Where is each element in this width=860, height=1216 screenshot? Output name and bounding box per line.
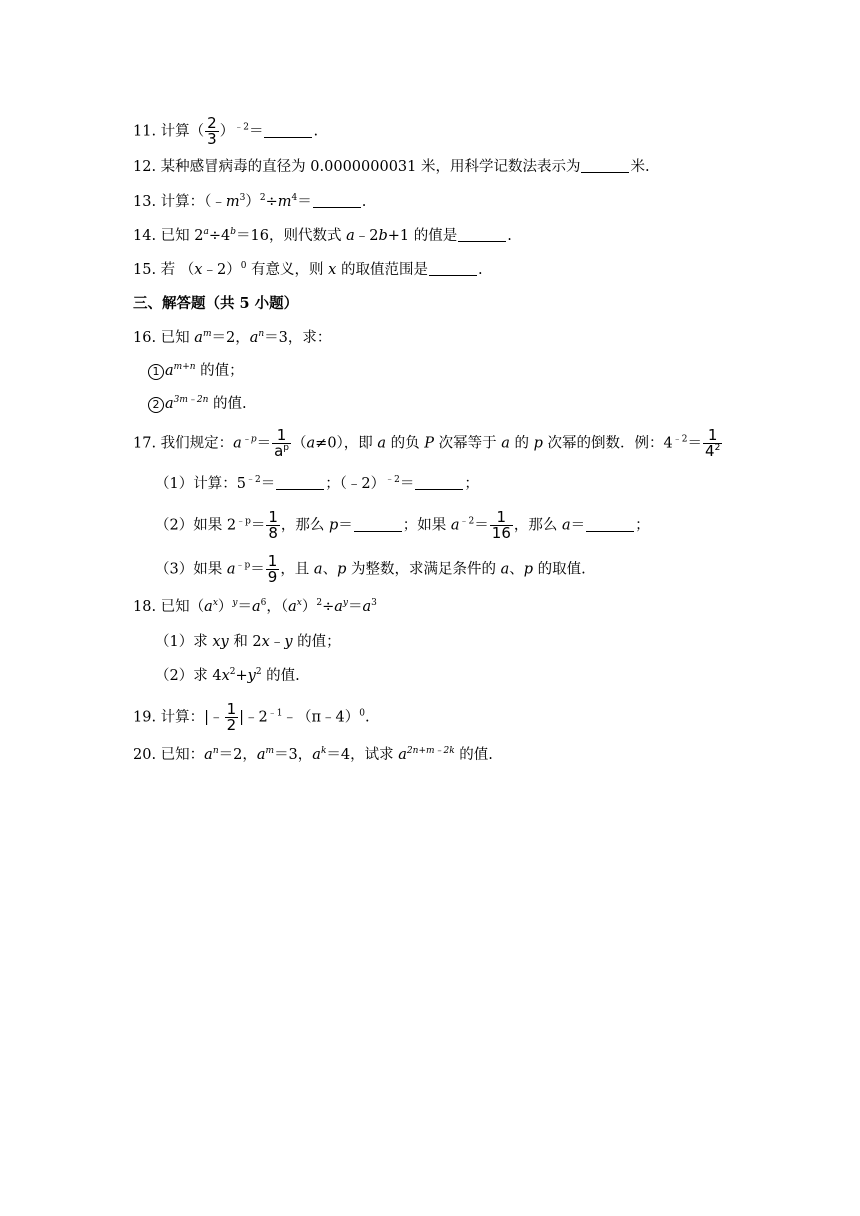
section-heading: 三、解答题（共 5 小题） bbox=[133, 295, 299, 312]
circled-number-2: 2 bbox=[148, 397, 164, 413]
question-number: 14. bbox=[133, 228, 157, 244]
answer-blank[interactable] bbox=[458, 227, 506, 242]
question-18: 18. 已知$(a^x)^y=a^6$，$(a^x)^2\div a^y=a^3$ bbox=[133, 598, 377, 615]
answer-blank[interactable] bbox=[581, 158, 629, 173]
question-12: 12. 某种感冒病毒的直径为 0.0000000031 米，用科学记数法表示为 米. bbox=[133, 159, 650, 175]
question-14: 14. 已知 $2^a\div 4^b=16$，则代数式 a﹣2b+1 的值是 . bbox=[133, 227, 512, 244]
question-18-part-2: （2）求 $4x^2+y^2$ 的值. bbox=[155, 667, 300, 684]
fraction: $\frac{1}{a^p}$ bbox=[274, 426, 290, 460]
fraction: $\frac{1}{8}$ bbox=[268, 508, 278, 542]
question-17-part-2: （2）如果 $2^{﹣p}=$ $\frac{1}{8}$ ，那么 p＝ ；如果 $a^{﹣2}=$ $\frac{1}{16}$ ，那么 a＝ ； bbox=[155, 508, 650, 542]
question-number: 19. bbox=[133, 709, 157, 726]
answer-blank[interactable] bbox=[264, 123, 312, 138]
question-16-part-1: 1 $a^{m+n}$ 的值； bbox=[148, 361, 244, 381]
fraction: $\frac{1}{4^2}$ bbox=[705, 426, 721, 460]
fraction: $\frac{2}{3}$ bbox=[207, 114, 217, 148]
question-number: 12. bbox=[133, 159, 157, 175]
question-number: 17. bbox=[133, 435, 157, 452]
question-15: 15. 若 （x﹣2）$^0$ 有意义，则 x 的取值范围是 . bbox=[133, 261, 483, 278]
fraction: $\frac{1}{16}$ bbox=[491, 508, 511, 542]
question-17-part-3: （3）如果 $a^{﹣p}=$ $\frac{1}{9}$ ，且 a、p 为整数，求满足条件的 a、p 的取值. bbox=[155, 552, 586, 586]
answer-blank[interactable] bbox=[429, 261, 477, 276]
answer-blank[interactable] bbox=[313, 193, 361, 208]
fraction: $\frac{1}{9}$ bbox=[267, 552, 278, 586]
answer-blank[interactable] bbox=[415, 475, 463, 490]
question-17-part-1: （1）计算：$5^{﹣2}=$ ；（﹣2）$^{﹣2}$＝ ； bbox=[155, 475, 479, 492]
question-16-part-2: 2 $a^{3m﹣2n}$ 的值. bbox=[148, 394, 247, 414]
question-number: 16. bbox=[133, 330, 157, 346]
answer-blank[interactable] bbox=[354, 517, 402, 532]
answer-blank[interactable] bbox=[276, 475, 324, 490]
question-20: 20. 已知：$a^n=2$，$a^m=3$，$a^k=4$，试求 $a^{2n+m﹣2k}$ 的值. bbox=[133, 746, 493, 763]
question-17: 17. 我们规定：$a^{﹣p}=$ $\frac{1}{a^p}$ （a≠0），即 a 的负 P 次幂等于 a 的 p 次幂的倒数．例：$4^{﹣2}=$ $\frac{1}{4^2}$ bbox=[133, 426, 721, 460]
answer-blank[interactable] bbox=[586, 517, 634, 532]
question-number: 11. bbox=[133, 123, 157, 140]
question-number: 15. bbox=[133, 262, 157, 278]
fraction: $\frac{1}{2}$ bbox=[226, 700, 237, 734]
question-19: 19. 计算：|﹣ $\frac{1}{2}$ $|﹣2^{﹣1}﹣(\pi﹣4)^0$. bbox=[133, 700, 370, 734]
question-13: 13. 计算：$(﹣m^3)^2\div m^4=$ . bbox=[133, 193, 367, 210]
question-number: 13. bbox=[133, 194, 157, 210]
question-16: 16. 已知 $a^m=2$，$a^n=3$，求： bbox=[133, 329, 332, 346]
question-number: 20. bbox=[133, 747, 157, 763]
question-number: 18. bbox=[133, 599, 157, 615]
question-11: 11. 计算（ $\frac{2}{3}$ ）$^{﹣2}$＝ . bbox=[133, 114, 319, 148]
circled-number-1: 1 bbox=[148, 364, 164, 380]
question-18-part-1: （1）求 xy 和 2x﹣y 的值； bbox=[155, 634, 341, 650]
